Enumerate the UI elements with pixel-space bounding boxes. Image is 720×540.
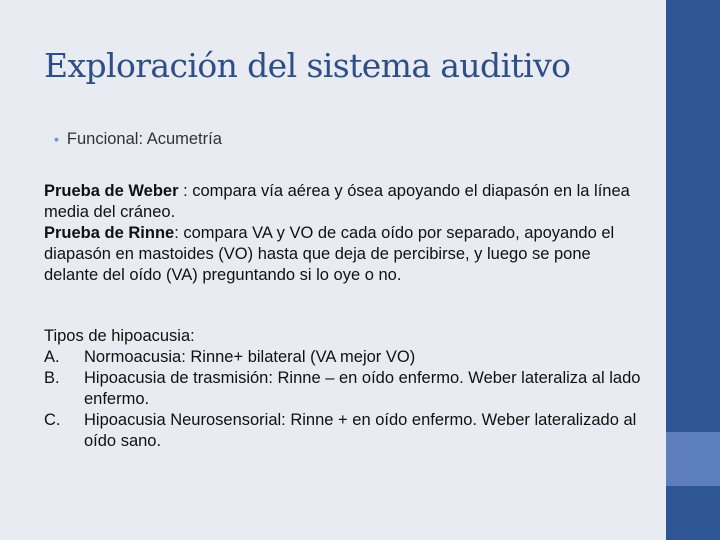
weber-paragraph	[44, 181, 644, 223]
list-item	[44, 368, 644, 410]
hypoacusis-list	[44, 326, 644, 452]
bullet-text: Funcional: Acumetría	[66, 130, 222, 148]
rinne-label: Prueba de Rinne	[44, 224, 175, 242]
hypoacusis-heading: Tipos de hipoacusia:	[44, 327, 195, 345]
test-descriptions	[44, 181, 644, 286]
rinne-text: : compara VA y VO de cada oído por separado, apoyando el diapasón en mastoides (VO) hasta que deja de percibirse, y luego se pone delante del oído (VA) preguntando si lo oye o no.	[44, 224, 615, 284]
list-item-letter: B.	[44, 369, 60, 387]
bullet-item	[54, 130, 222, 149]
list-item-text: Hipoacusia de trasmisión: Rinne – en oído enfermo. Weber lateraliza al lado enfermo.	[84, 369, 641, 408]
list-item-letter: C.	[44, 411, 61, 429]
decorative-side-accent	[666, 432, 720, 486]
slide-title: Exploración del sistema auditivo	[44, 46, 571, 85]
rinne-paragraph	[44, 223, 644, 286]
list-item-letter: A.	[44, 348, 60, 366]
weber-label: Prueba de Weber	[44, 182, 179, 200]
list-item-text: Normoacusia: Rinne+ bilateral (VA mejor VO)	[84, 348, 416, 366]
list-item	[44, 410, 644, 452]
weber-text: : compara vía aérea y ósea apoyando el diapasón en la línea media del cráneo.	[44, 182, 630, 221]
list-item-text: Hipoacusia Neurosensorial: Rinne + en oído enfermo. Weber lateralizado al oído sano.	[84, 411, 637, 450]
bullet-dot-icon: •	[54, 131, 59, 147]
list-item	[44, 347, 644, 368]
